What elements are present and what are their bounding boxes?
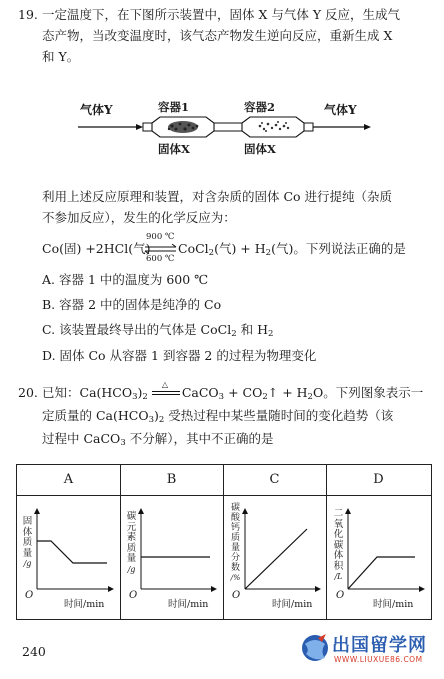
q19-option-a: A. 容器 1 中的温度为 600 ℃: [42, 272, 209, 287]
q20-l1-a: 已知：Ca(HCO: [42, 385, 133, 400]
q19-after-line-1: 利用上述反应原理和装置，对含杂质的固体 Co 进行提纯（杂质: [42, 189, 393, 204]
q19-line-1: 一定温度下，在下图所示装置中，固体 X 与气体 Y 反应，生成气: [42, 7, 401, 22]
graph-d-origin: O: [336, 590, 345, 601]
q20-line-1: [42, 380, 424, 406]
graph-b-axes: [141, 509, 216, 589]
graph-c-xlabel: 时间/min: [272, 599, 313, 610]
q19-number: 19.: [18, 7, 38, 22]
q19-after-line-2: 不参加反应），发生的化学反应为：: [42, 210, 236, 225]
q20-l2-b: ): [154, 408, 159, 423]
q20-l1-c: CaCO: [181, 385, 219, 400]
q20-l1-e: ↑ + H: [267, 385, 308, 400]
solid-2-label: 固体X: [244, 142, 276, 156]
page-number: 240: [22, 644, 46, 659]
q20-l1-sub2b: 2: [262, 392, 268, 402]
equation-h: (气) + H: [214, 241, 266, 256]
q19-option-c-sub-a: 2: [231, 329, 237, 339]
q19-option-b: B. 容器 2 中的固体是纯净的 Co: [42, 297, 222, 312]
graph-a-curve: [37, 541, 107, 563]
q20-l2-c: 受热过程中某些量随时间的变化趋势（该: [164, 408, 394, 423]
q20-l1-sub3b: 3: [218, 392, 225, 402]
q20-l1-sub2c: 2: [307, 392, 313, 402]
equation-sub-a: 2: [208, 248, 215, 258]
q19-line-2: 态产物，当改变温度时，该气态产物发生逆向反应，重新生成 X: [42, 28, 393, 43]
graph-c-origin: O: [232, 590, 241, 601]
graph-b-ylabel: 碳 元 素 质 量 /g: [126, 511, 137, 574]
graph-d-axes: [348, 509, 424, 589]
q20-l1-f: O。下列图象表示一: [312, 385, 424, 400]
graph-b-origin: O: [129, 590, 138, 601]
graph-d-curve: [348, 557, 415, 589]
apparatus-tube-drawing: [0, 0, 444, 170]
container-2-label: 容器2: [244, 100, 276, 114]
solid-1-label: 固体X: [158, 142, 190, 156]
equation-left: Co(固) +2HCl(气): [42, 241, 151, 256]
q19-line-3: 和 Y。: [42, 49, 80, 64]
graph-c-header: C: [223, 465, 326, 496]
watermark-globe-icon: [300, 632, 330, 664]
graph-a-header: A: [17, 465, 120, 496]
gas-in-label: 气体Y: [80, 103, 113, 117]
graph-a-ylabel: 固 体 质 量 /g: [22, 516, 33, 568]
q20-l3-b: 不分解），其中不正确的是: [125, 431, 274, 446]
q20-l1-sub2: 2: [142, 392, 148, 402]
equation-sub-b: 2: [265, 248, 272, 258]
heat-arrow: [152, 380, 182, 397]
q19-option-c-text: C. 该装置最终导出的气体是 CoCl: [42, 322, 232, 337]
container-1-label: 容器1: [158, 100, 190, 114]
q19-option-c: [42, 321, 273, 343]
q20-l1-b: ): [137, 385, 143, 400]
q20-line-2: [42, 407, 393, 429]
graph-c-curve: [245, 529, 307, 589]
q20-l2-sub2: 2: [158, 415, 165, 425]
graph-d-header: D: [326, 465, 431, 496]
gas-out-label: 气体Y: [324, 103, 357, 117]
watermark-text: 出国留学网: [332, 635, 427, 656]
equation-cocl: CoCl: [178, 241, 209, 256]
equation-right: [178, 240, 406, 262]
graph-b-xlabel: 时间/min: [168, 599, 209, 610]
q20-l1-sub3: 3: [132, 392, 138, 402]
q20-l1-d: + CO: [224, 385, 263, 400]
equation-tail: (气)。下列说法正确的是: [271, 241, 406, 256]
equation-top-condition: 900 ℃: [146, 232, 175, 242]
graph-c-ylabel: 碳 酸 钙 质 量 分 数 /%: [230, 503, 241, 582]
q20-l2-a: 定质量的 Ca(HCO: [42, 408, 149, 423]
q20-l3-sub3: 3: [120, 438, 126, 448]
equation-bottom-condition: 600 ℃: [146, 254, 175, 264]
q19-option-c-sub-b: 2: [267, 329, 274, 339]
graph-table: [16, 464, 432, 620]
graph-d-ylabel: 二 氧 化 碳 体 积 /L: [333, 508, 344, 581]
q19-option-d: D. 固体 Co 从容器 1 到容器 2 的过程为物理变化: [42, 348, 317, 363]
q20-line-3: [42, 430, 273, 452]
q20-l3-a: 过程中 CaCO: [42, 431, 121, 446]
graph-b-header: B: [120, 465, 223, 496]
q20-l2-sub3: 3: [148, 415, 155, 425]
watermark-logo: [300, 628, 440, 672]
graph-a-axes: [37, 509, 113, 589]
graph-d-xlabel: 时间/min: [373, 599, 414, 610]
q20-number: 20.: [18, 385, 38, 400]
heat-symbol: △: [161, 380, 168, 389]
reversible-arrow: [144, 244, 178, 254]
graph-a-origin: O: [25, 590, 34, 601]
q19-option-c-tail: 和 H: [236, 322, 268, 337]
graph-c-axes: [245, 509, 320, 589]
watermark-url: WWW.LIUXUE86.COM: [334, 655, 423, 664]
graph-a-xlabel: 时间/min: [64, 599, 105, 610]
